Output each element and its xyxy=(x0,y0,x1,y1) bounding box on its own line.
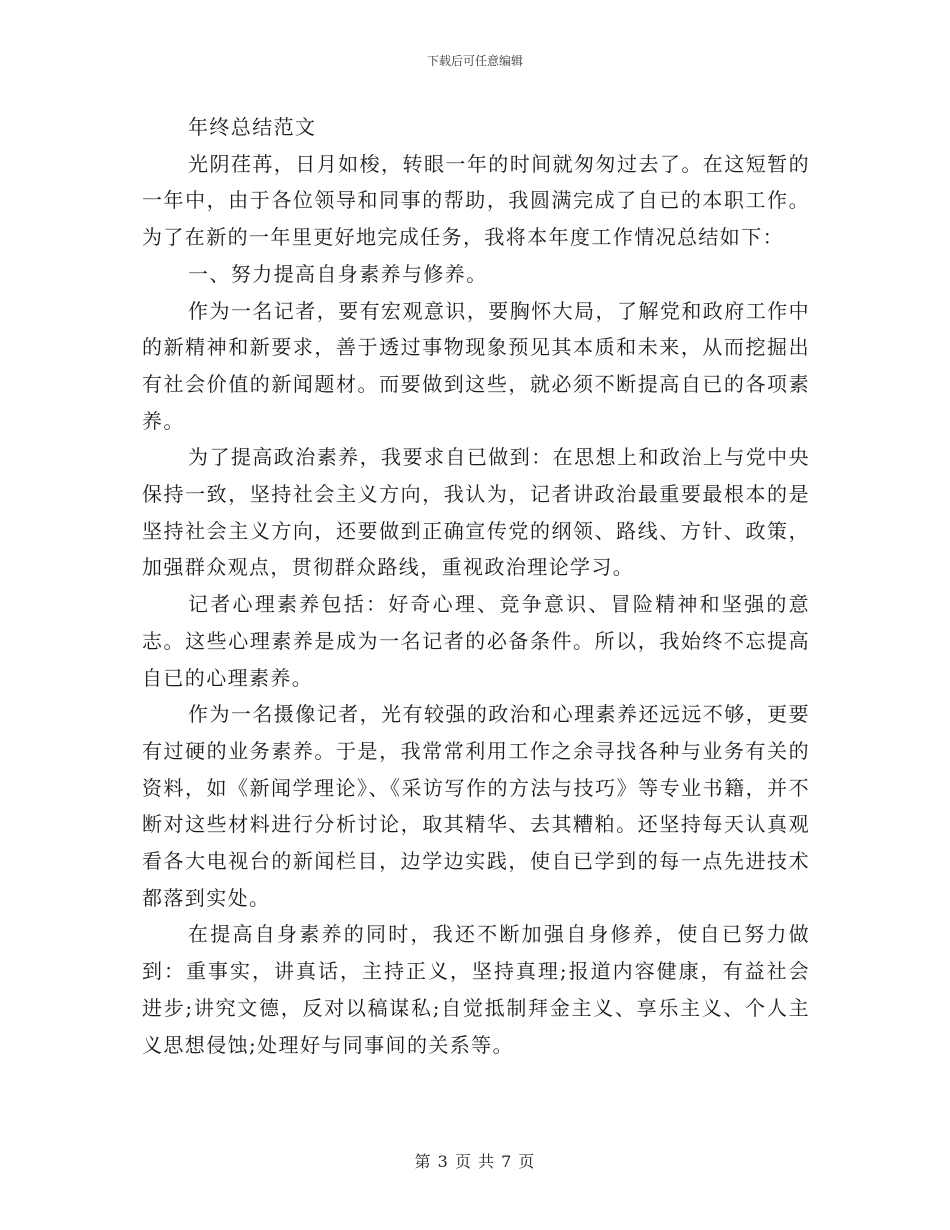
paragraph-self-cultivation: 在提高自身素养的同时，我还不断加强自身修养，使自已努力做到：重事实，讲真话，主持正义，坚持真理;报道内容健康，有益社会进步;讲究文德，反对以稿谋私;自觉抵制拜金主义、享乐主义、个人主义思想侵蚀;处理好与同事间的关系等。 xyxy=(142,922,810,1057)
page-number: 第 3 页 共 7 页 xyxy=(414,1152,536,1171)
paragraph-intro: 光阴荏苒，日月如梭，转眼一年的时间就匆匆过去了。在这短暂的一年中，由于各位领导和同事的帮助，我圆满完成了自已的本职工作。为了在新的一年里更好地完成任务，我将本年度工作情况总结如下： xyxy=(142,151,810,250)
document-title: 年终总结范文 xyxy=(188,115,317,139)
paragraph-professional-literacy: 作为一名摄像记者，光有较强的政治和心理素养还远远不够，更要有过硬的业务素养。于是，我常常利用工作之余寻找各种与业务有关的资料，如《新闻学理论》、《采访写作的方法与技巧》等专业书籍，并不断对这些材料进行分析讨论，取其精华、去其糟粕。还坚持每天认真观看各大电视台的新闻栏目，边学边实践，使自已学到的每一点先进技术都落到实处。 xyxy=(142,702,810,910)
paragraph-political-literacy: 为了提高政治素养，我要求自已做到：在思想上和政治上与党中央保持一致，坚持社会主义方向，我认为，记者讲政治最重要最根本的是坚持社会主义方向，还要做到正确宣传党的纲领、路线、方针、政策，加强群众观点，贯彻群众路线，重视政治理论学习。 xyxy=(142,445,810,580)
section-heading-1: 一、努力提高自身素养与修养。 xyxy=(188,261,488,286)
paragraph-macro-awareness: 作为一名记者，要有宏观意识，要胸怀大局，了解党和政府工作中的新精神和新要求，善于透过事物现象预见其本质和未来，从而挖掘出有社会价值的新闻题材。而要做到这些，就必须不断提高自已的各项素养。 xyxy=(142,298,810,433)
document-body xyxy=(142,109,810,1063)
page-header: 下载后可任意编辑 xyxy=(426,54,523,68)
paragraph-psychological-literacy: 记者心理素养包括：好奇心理、竞争意识、冒险精神和坚强的意志。这些心理素养是成为一名记者的必备条件。所以，我始终不忘提高自已的心理素养。 xyxy=(142,592,810,690)
